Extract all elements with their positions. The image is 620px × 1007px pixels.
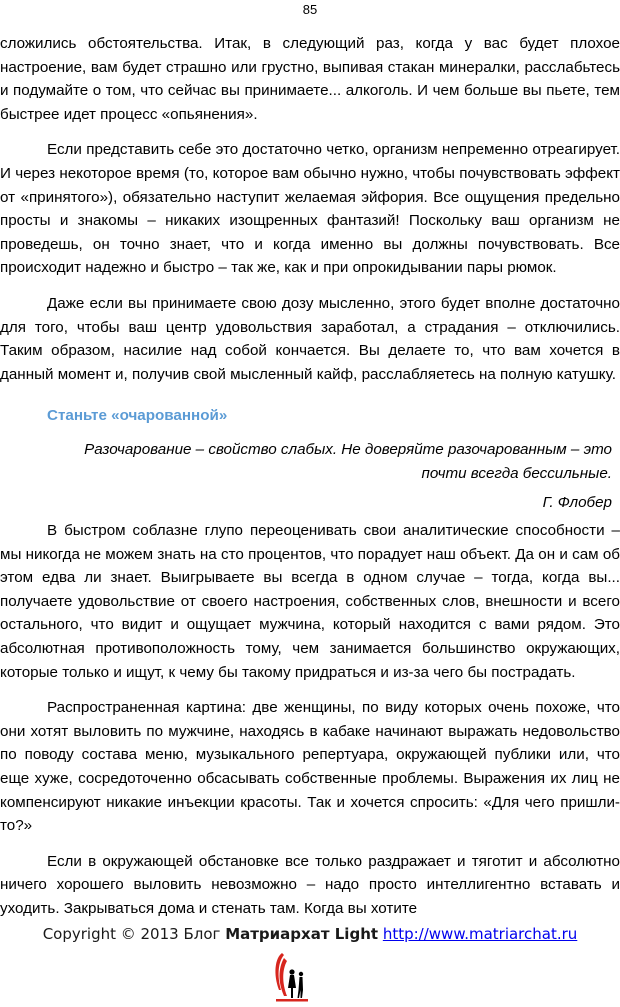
- epigraph-author: Г. Флобер: [542, 494, 612, 512]
- section-heading: Станьте «очарованной»: [47, 407, 228, 424]
- page-number: 85: [302, 2, 318, 17]
- site-link[interactable]: http://www.matriarchat.ru: [382, 925, 578, 943]
- paragraph: В быстром соблазне глупо переоценивать свои аналитические способности – мы никогда не можем знать на сто процентов, что порадует наш объект. Да он и сам об этом едва ли знает. Выигрываете вы всегда в одном случае – тогда, когда вы... получаете удовольствие от своего настроения, собственных слов, внешности и всего остального, что видит и ощущает мужчина, который находится с вами рядом. Это абсолютная противоположность тому, чем занимается большинство окружающих, которые только и ищут, к чему бы такому придраться и из-за чего бы пострадать.: [0, 522, 620, 681]
- epigraph-quote: Разочарование – свойство слабых. Не доверяйте разочарованным – это почти всегда бессильные.: [84, 441, 612, 482]
- blog-brand: Матриархат Light: [225, 925, 379, 943]
- paragraph: Распространенная картина: две женщины, по виду которых очень похоже, что они хотят выловить по мужчине, находясь в кабаке начинают выражать недовольство по поводу состава меню, музыкального репертуара, окружающей публики или, что еще хуже, сосредоточенно обсасывать собственные проблемы. Выражения их лиц не компенсируют никакие инъекции красоты. Так и хочется спросить: «Для чего пришли-то?»: [0, 699, 620, 835]
- epigraph: [52, 438, 612, 515]
- logo-icon: [272, 950, 312, 1005]
- paragraph: сложились обстоятельства. Итак, в следующий раз, когда у вас будет плохое настроение, вам будет страшно или грустно, выпивая стакан минералки, расслабьтесь и подумайте о том, что сейчас вы принимаете... алкоголь. И чем больше вы пьете, тем быстрее идет процесс «опьянения».: [0, 35, 620, 123]
- footer: [0, 925, 620, 943]
- paragraph: Если в окружающей обстановке все только раздражает и тяготит и абсолютно ничего хорошего выловить невозможно – надо просто интеллигентно вставать и уходить. Закрываться дома и стенать там. Когда вы хотите: [0, 852, 620, 917]
- copyright-text: Copyright © 2013 Блог: [42, 925, 221, 943]
- body-text-bottom: [0, 519, 620, 933]
- body-text-top: [0, 32, 620, 398]
- paragraph: Даже если вы принимаете свою дозу мысленно, этого будет вполне достаточно для того, чтобы ваш центр удовольствия заработал, а страдания – отключились. Таким образом, насилие над собой кончается. Вы делаете то, что вам хочется в данный момент и, получив свой мысленный кайф, расслабляетесь на полную катушку.: [0, 294, 620, 383]
- paragraph: Если представить себе это достаточно четко, организм непременно отреагирует. И через некоторое время (то, которое вам обычно нужно, чтобы почувствовать эффект от «принятого»), обязательно наступит желаемая эйфория. Все ощущения предельно просты и знакомы – никаких изощренных фантазий! Поскольку ваш организм не проведешь, он точно знает, что и когда именно вы должны почувствовать. Все происходит надежно и быстро – так же, как и при опрокидывании пары рюмок.: [0, 141, 620, 277]
